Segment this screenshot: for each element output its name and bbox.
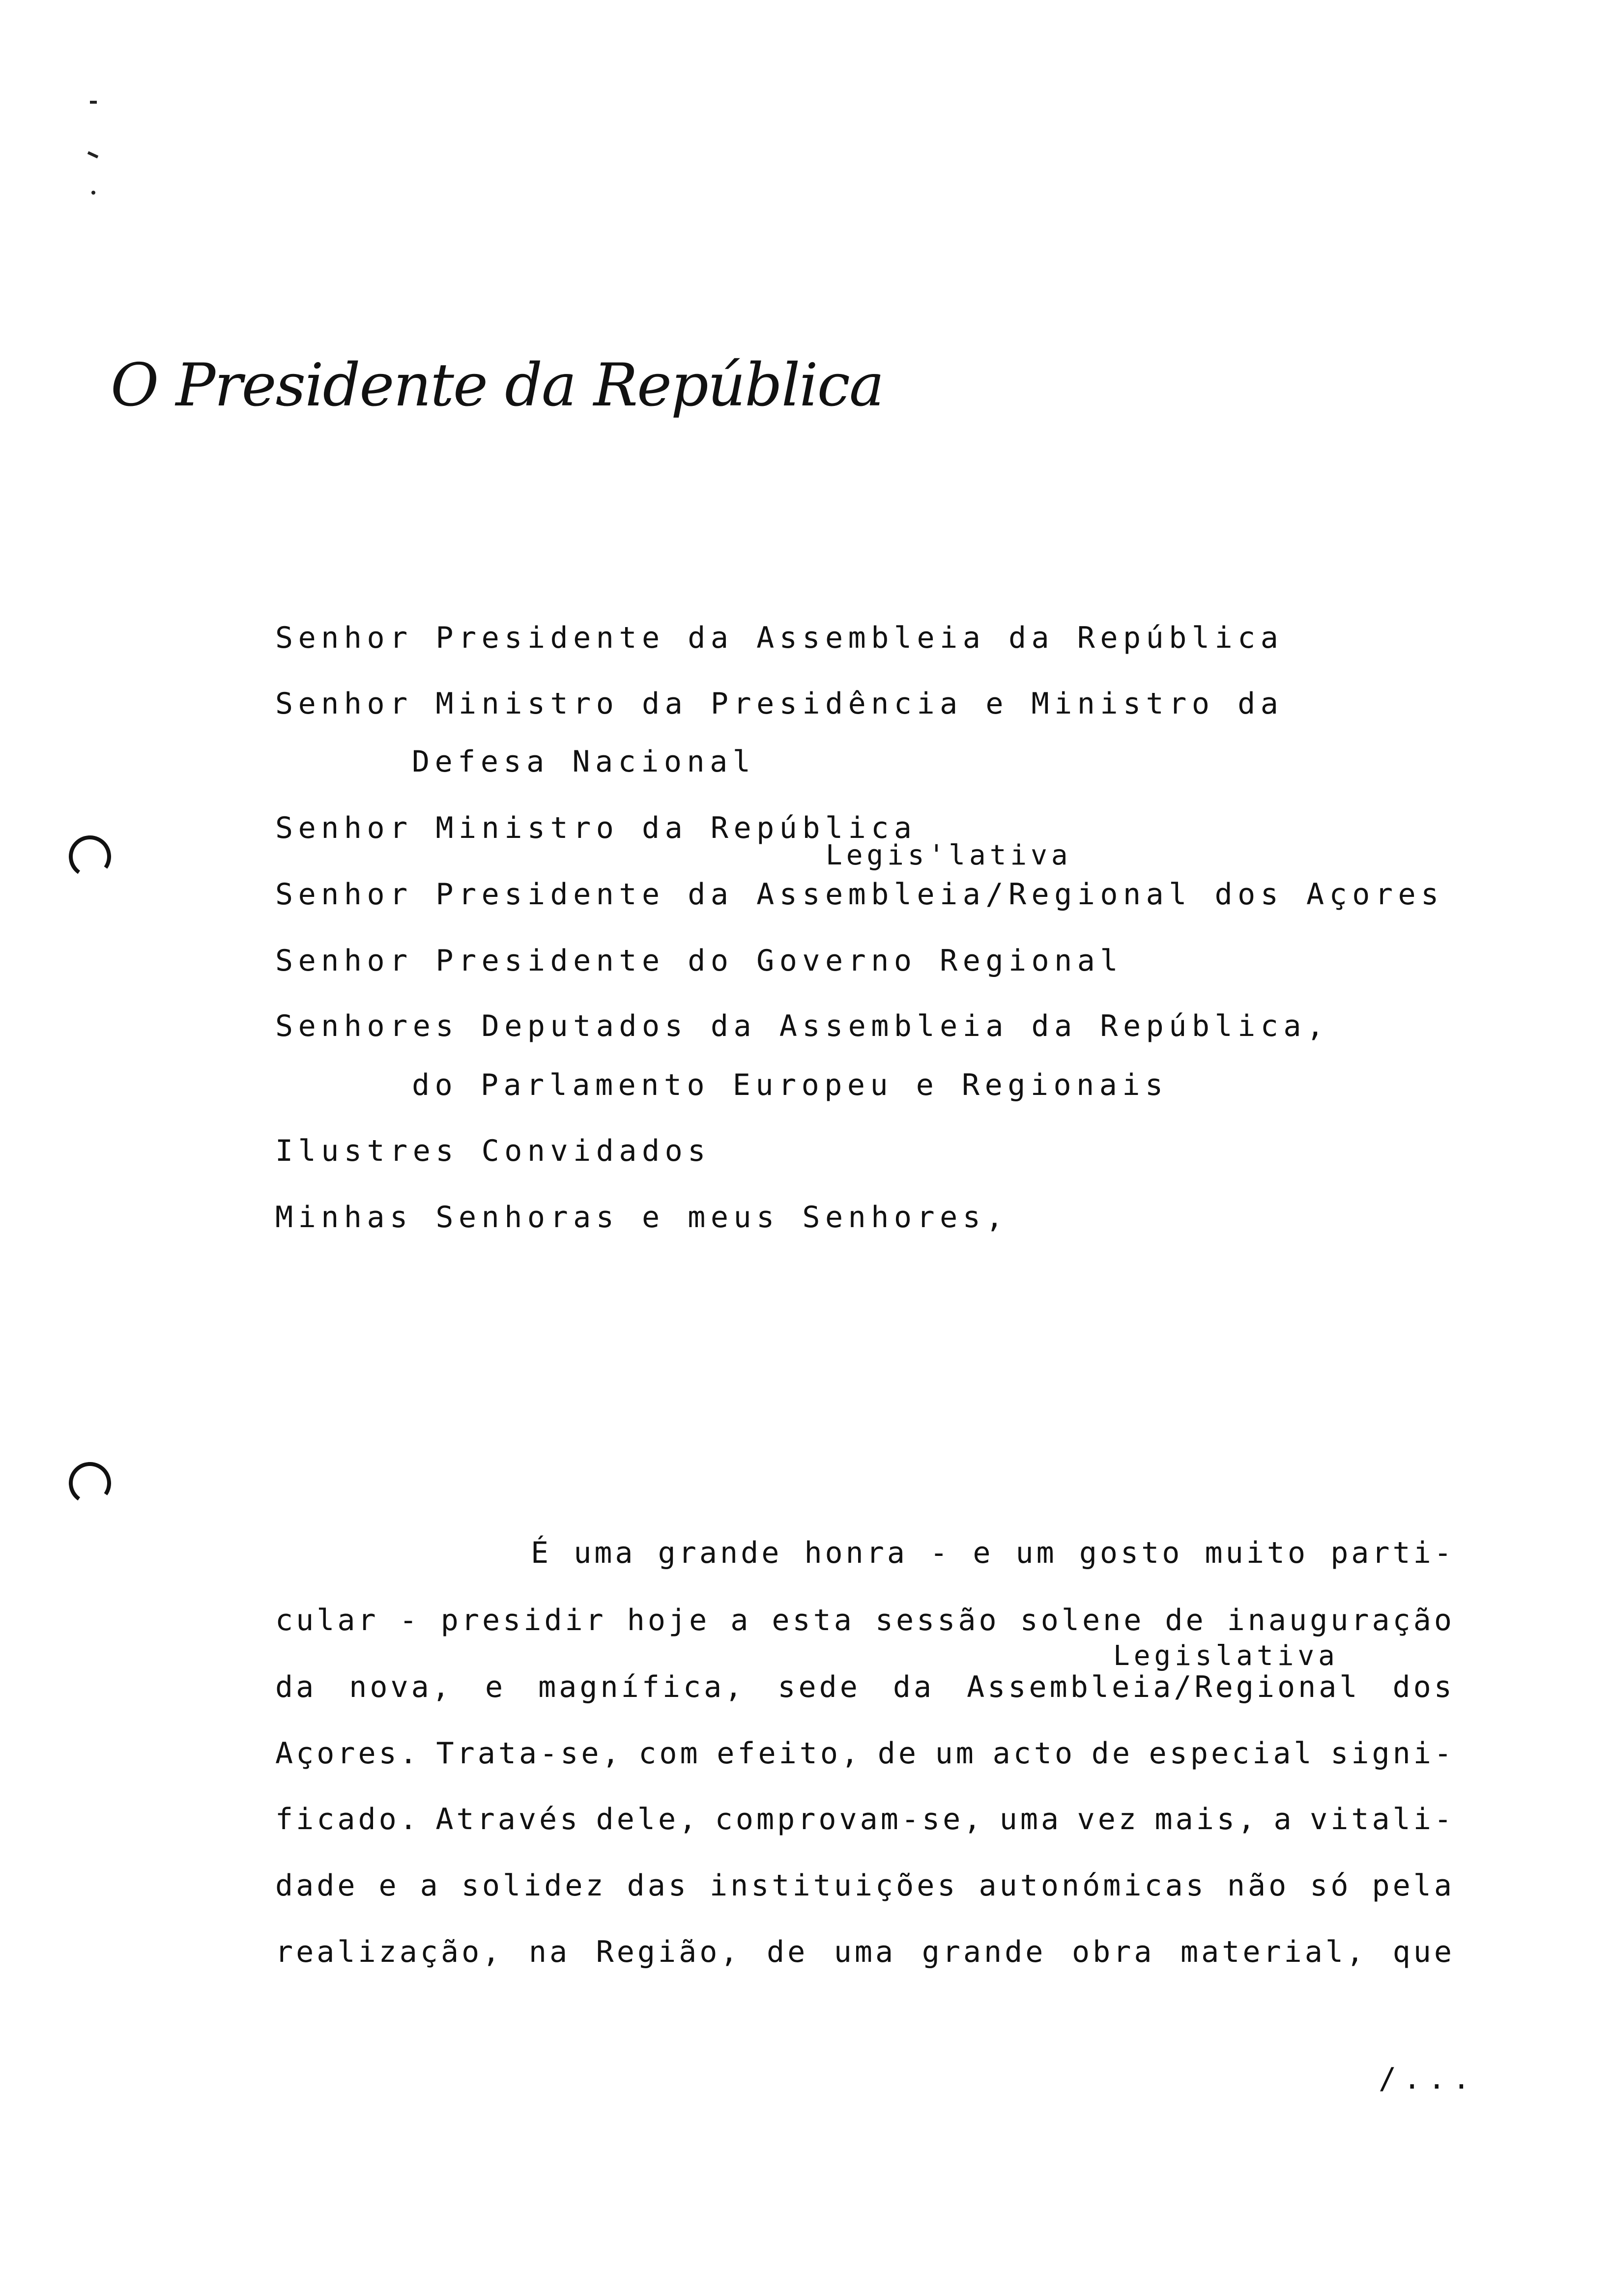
body-word: a [1273,1802,1295,1837]
body-word: da [892,1670,935,1704]
body-word: grande [921,1935,1046,1969]
body-word: comprovam-se, [715,1802,984,1837]
body-line [275,1868,1455,1903]
body-word: não [1227,1868,1290,1903]
body-word: sessão [875,1603,1000,1637]
body-word: um [935,1736,977,1771]
body-word: magnífica, [538,1670,746,1704]
body-line [275,1802,1455,1837]
body-word: gosto [1079,1536,1183,1570]
handwritten-insert: Legis'lativa [826,839,1072,871]
body-word: signi- [1330,1736,1455,1771]
body-word: realização, [275,1935,503,1969]
body-word: vitali- [1310,1802,1455,1837]
body-word: - [930,1536,951,1570]
body-word: das [627,1868,689,1903]
body-word: de [1091,1736,1133,1771]
body-word: dos [1392,1670,1455,1704]
body-word: só [1310,1868,1352,1903]
body-word: mais, [1154,1802,1259,1837]
body-word: especial [1149,1736,1315,1771]
salutation-line: Senhores Deputados da Assembleia da República, [275,1009,1329,1043]
salutation-line: Senhor Ministro da República [275,811,917,845]
body-word: honra [804,1536,908,1570]
body-word: É [531,1536,552,1570]
body-word: sede [777,1670,861,1704]
body-word: pela [1372,1868,1455,1903]
salutation-line: do Parlamento Europeu e Regionais [412,1068,1168,1102]
body-word: material, [1180,1935,1367,1969]
body-word: esta [772,1603,855,1637]
salutation-line: Minhas Senhoras e meus Senhores, [275,1200,1008,1234]
salutation-line: Senhor Presidente da Assembleia da República [275,621,1284,655]
salutation-line: Defesa Nacional [412,745,756,779]
page-continuation-mark: /... [1379,2062,1477,2096]
body-line [275,1937,1455,1967]
body-word: instituições [710,1868,958,1903]
salutation-line: Senhor Presidente do Governo Regional [275,944,1123,978]
body-word: autonómicas [979,1868,1207,1903]
body-word: da [275,1670,317,1704]
scan-speck [91,191,95,195]
body-word: presidir [440,1603,606,1637]
body-word: com [638,1736,701,1771]
body-word: Trata-se, [436,1736,623,1771]
body-word: Através [435,1802,581,1837]
body-line [531,1538,1455,1568]
body-word: vez [1077,1802,1139,1837]
body-line [275,1736,1455,1771]
body-word: Açores. [275,1736,420,1771]
body-word: acto [992,1736,1076,1771]
body-word: e [973,1536,994,1570]
body-word: cular [275,1603,379,1637]
body-word: uma [834,1935,896,1969]
body-word: e [378,1868,400,1903]
body-word: que [1392,1935,1455,1969]
body-word: inauguração [1227,1603,1455,1637]
body-word: grande [658,1536,782,1570]
body-word: solene [1020,1603,1145,1637]
punch-hole-mark [65,1459,115,1508]
body-word: hoje [627,1603,710,1637]
scan-speck [87,151,98,159]
punch-hole-mark [65,832,115,881]
body-word: nova, [349,1670,453,1704]
body-word: e [485,1670,506,1704]
body-word: uma [999,1802,1062,1837]
body-word: dade [275,1868,358,1903]
body-word: a [730,1603,751,1637]
salutation-line: Ilustres Convidados [275,1134,711,1168]
body-word: Região, [596,1935,741,1969]
body-word: obra [1071,1935,1155,1969]
body-word: a [420,1868,441,1903]
body-word: na [528,1935,571,1969]
letterhead-title: O Presidente da República [111,351,884,420]
body-word: de [1165,1603,1207,1637]
body-word: Assembleia/Regional [967,1670,1360,1704]
body-line [275,1672,1455,1702]
handwritten-insert: Legislativa [1113,1640,1339,1672]
body-word: dele, [596,1802,700,1837]
salutation-line: Senhor Ministro da Presidência e Ministro da [275,687,1284,721]
body-word: parti- [1330,1536,1455,1570]
scan-speck [90,101,97,104]
body-word: uma [574,1536,636,1570]
body-word: de [877,1736,920,1771]
body-word: - [399,1603,420,1637]
salutation-line: Senhor Presidente da Assembleia/Regional dos Açores [275,877,1444,912]
body-line [275,1603,1455,1637]
body-word: de [767,1935,808,1969]
body-word: efeito, [717,1736,862,1771]
body-word: muito [1205,1536,1309,1570]
body-word: ficado. [275,1802,420,1837]
body-word: um [1015,1536,1057,1570]
body-word: solidez [461,1868,606,1903]
